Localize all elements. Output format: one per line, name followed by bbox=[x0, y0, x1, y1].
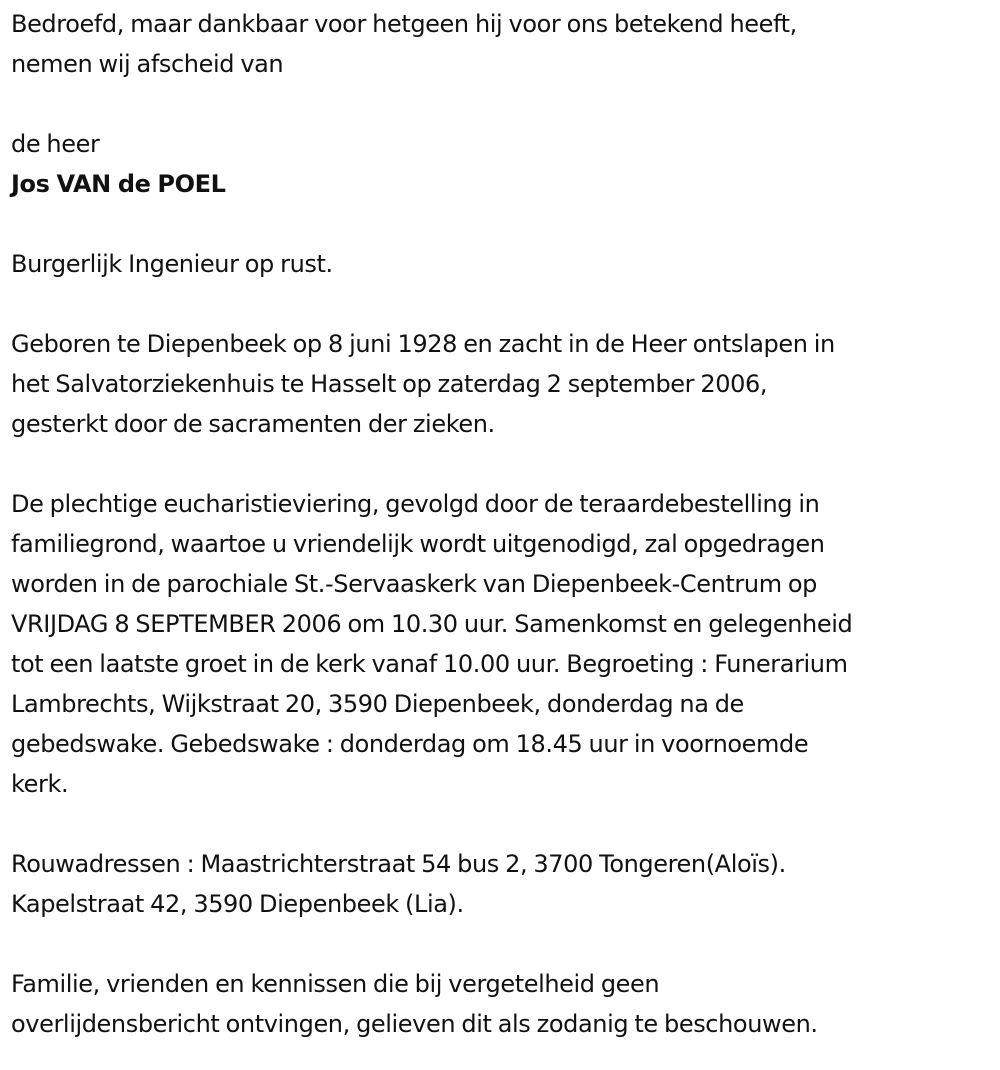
intro-line-1: Bedroefd, maar dankbaar voor hetgeen hij voor ons betekend heeft, bbox=[11, 10, 797, 38]
ceremony-line-7: gebedswake. Gebedswake : donderdag om 18.45 uur in voornoemde bbox=[11, 730, 809, 758]
birth-death-line-2: het Salvatorziekenhuis te Hasselt op zaterdag 2 september 2006, bbox=[11, 370, 768, 398]
addresses-line-1: Rouwadressen : Maastrichterstraat 54 bus 2, 3700 Tongeren(Aloïs). bbox=[11, 850, 786, 878]
ceremony-line-4: VRIJDAG 8 SEPTEMBER 2006 om 10.30 uur. Samenkomst en gelegenheid bbox=[11, 610, 853, 638]
ceremony-line-2: familiegrond, waartoe u vriendelijk wordt uitgenodigd, zal opgedragen bbox=[11, 530, 825, 558]
intro-paragraph bbox=[11, 4, 996, 84]
birth-death-line-1: Geboren te Diepenbeek op 8 juni 1928 en zacht in de Heer ontslapen in bbox=[11, 330, 835, 358]
closing-line-2: overlijdensbericht ontvingen, gelieven dit als zodanig te beschouwen. bbox=[11, 1010, 818, 1038]
birth-death-line-3: gesterkt door de sacramenten der zieken. bbox=[11, 410, 495, 438]
addresses-paragraph bbox=[11, 844, 996, 924]
profession: Burgerlijk Ingenieur op rust. bbox=[11, 250, 333, 278]
closing-line-1: Familie, vrienden en kennissen die bij vergetelheid geen bbox=[11, 970, 660, 998]
intro-line-2: nemen wij afscheid van bbox=[11, 50, 284, 78]
closing-paragraph bbox=[11, 964, 996, 1044]
ceremony-line-8: kerk. bbox=[11, 770, 69, 798]
ceremony-line-5: tot een laatste groet in de kerk vanaf 10.00 uur. Begroeting : Funerarium bbox=[11, 650, 848, 678]
ceremony-line-6: Lambrechts, Wijkstraat 20, 3590 Diepenbeek, donderdag na de bbox=[11, 690, 744, 718]
deceased-name: Jos VAN de POEL bbox=[11, 170, 226, 198]
ceremony-paragraph bbox=[11, 484, 996, 804]
birth-death-paragraph bbox=[11, 324, 996, 444]
salutation: de heer bbox=[11, 130, 100, 158]
obituary-notice bbox=[11, 4, 996, 1044]
ceremony-line-3: worden in de parochiale St.-Servaaskerk van Diepenbeek-Centrum op bbox=[11, 570, 818, 598]
addresses-line-2: Kapelstraat 42, 3590 Diepenbeek (Lia). bbox=[11, 890, 464, 918]
ceremony-line-1: De plechtige eucharistieviering, gevolgd door de teraardebestelling in bbox=[11, 490, 820, 518]
